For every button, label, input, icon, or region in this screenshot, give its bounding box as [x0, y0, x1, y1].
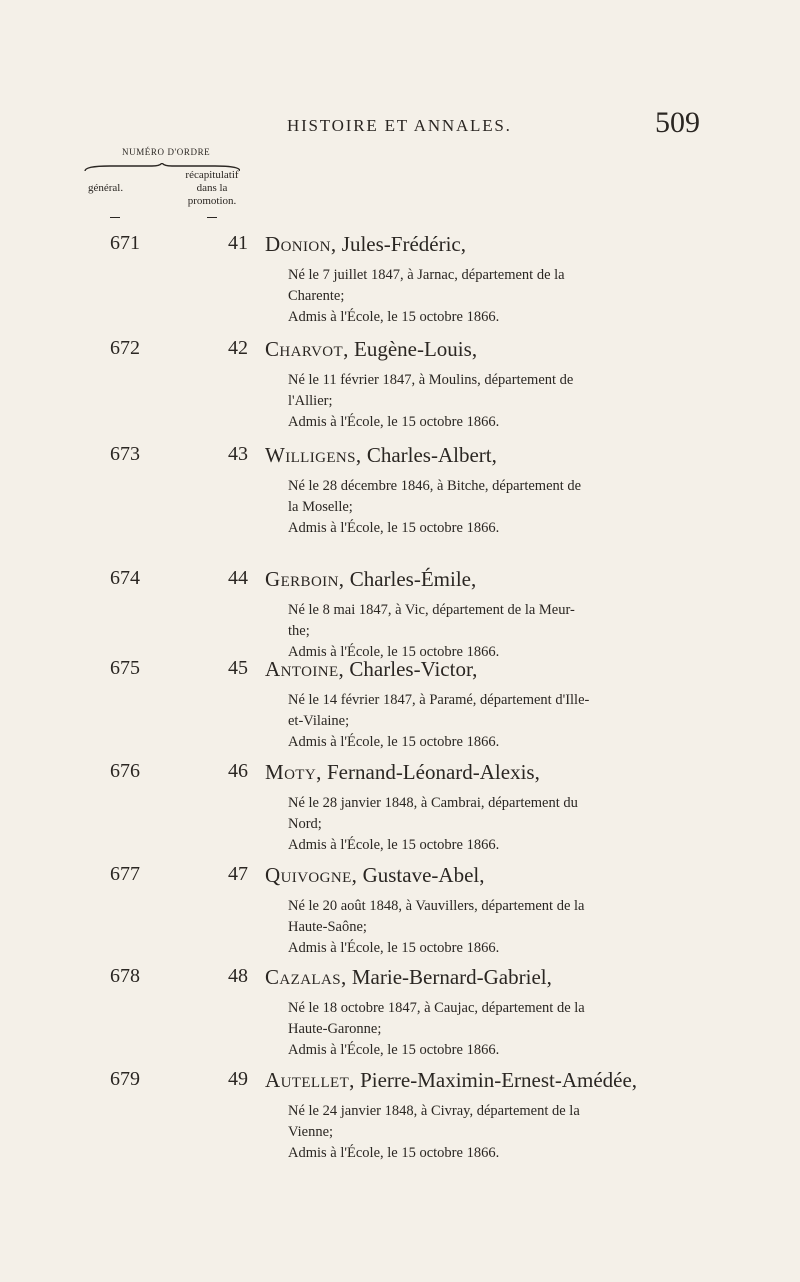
- column-dash: [207, 217, 217, 218]
- entry-number-recap: 43: [228, 443, 248, 465]
- entry-number-general: 678: [110, 965, 140, 987]
- recap-line-3: promotion.: [187, 195, 237, 207]
- page-number: 509: [655, 106, 700, 139]
- entry-number-recap: 41: [228, 232, 248, 254]
- entry-given-names: Charles-Albert,: [366, 443, 497, 467]
- entry-surname: Gerboin,: [265, 567, 345, 591]
- entry-given-names: Marie-Bernard-Gabriel,: [351, 965, 552, 989]
- entry-given-names: Fernand-Léonard-Alexis,: [327, 760, 540, 784]
- entry-admission: Admis à l'École, le 15 octobre 1866.: [288, 734, 500, 750]
- entry-number-general: 672: [110, 337, 140, 359]
- entry-name: [265, 337, 477, 362]
- entry-birth: Né le 18 octobre 1847, à Caujac, département de la Haute-Garonne;: [288, 1000, 585, 1037]
- entry-admission: Admis à l'École, le 15 octobre 1866.: [288, 309, 500, 325]
- entry-admission: Admis à l'École, le 15 octobre 1866.: [288, 940, 500, 956]
- entry-details: [288, 690, 708, 753]
- entry-number-general: 677: [110, 863, 140, 885]
- entry-number-recap: 49: [228, 1068, 248, 1090]
- entry-birth: Né le 24 janvier 1848, à Civray, département de la Vienne;: [288, 1103, 580, 1140]
- entry-surname: Quivogne,: [265, 863, 358, 887]
- entry-admission: Admis à l'École, le 15 octobre 1866.: [288, 837, 500, 853]
- entry-name: [265, 232, 466, 257]
- entry-given-names: Charles-Émile,: [349, 567, 477, 591]
- entry-name: [265, 657, 477, 682]
- entry-admission: Admis à l'École, le 15 octobre 1866.: [288, 1042, 500, 1058]
- entry-surname: Moty,: [265, 760, 322, 784]
- entry-name: [265, 567, 476, 592]
- entry-birth: Né le 8 mai 1847, à Vic, département de la Meur- the;: [288, 602, 575, 639]
- entry-number-general: 671: [110, 232, 140, 254]
- entry-surname: Cazalas,: [265, 965, 347, 989]
- column-dash: [110, 217, 120, 218]
- entry-number-general: 675: [110, 657, 140, 679]
- entry-given-names: Charles-Victor,: [349, 657, 478, 681]
- entry-number-recap: 44: [228, 567, 248, 589]
- entry-number-general: 673: [110, 443, 140, 465]
- entry-number-recap: 45: [228, 657, 248, 679]
- entry-details: [288, 476, 708, 539]
- entry-name: [265, 443, 497, 468]
- entry-details: [288, 370, 708, 433]
- entry-given-names: Eugène-Louis,: [354, 337, 478, 361]
- entry-number-recap: 42: [228, 337, 248, 359]
- entry-admission: Admis à l'École, le 15 octobre 1866.: [288, 520, 500, 536]
- column-header-recap: [172, 169, 252, 208]
- recap-line-2: dans la: [196, 182, 228, 194]
- entry-name: [265, 965, 552, 990]
- entry-details: [288, 600, 708, 663]
- recap-line-1: récapitulatif: [185, 169, 239, 181]
- entry-given-names: Jules-Frédéric,: [341, 232, 467, 256]
- entry-number-general: 679: [110, 1068, 140, 1090]
- entry-surname: Autellet,: [265, 1068, 355, 1092]
- entry-details: [288, 265, 708, 328]
- entry-name: [265, 760, 540, 785]
- entry-number-recap: 46: [228, 760, 248, 782]
- entry-birth: Né le 20 août 1848, à Vauvillers, département de la Haute-Saône;: [288, 898, 585, 935]
- entry-surname: Willigens,: [265, 443, 362, 467]
- entry-number-recap: 47: [228, 863, 248, 885]
- entry-birth: Né le 28 décembre 1846, à Bitche, département de la Moselle;: [288, 478, 582, 515]
- entry-admission: Admis à l'École, le 15 octobre 1866.: [288, 644, 500, 660]
- entry-details: [288, 896, 708, 959]
- column-header-main: NUMÉRO D'ORDRE: [122, 147, 211, 157]
- entry-number-general: 674: [110, 567, 140, 589]
- entry-admission: Admis à l'École, le 15 octobre 1866.: [288, 1145, 500, 1161]
- running-head: [0, 106, 800, 152]
- entry-name: [265, 863, 484, 888]
- entry-number-general: 676: [110, 760, 140, 782]
- entry-surname: Charvot,: [265, 337, 349, 361]
- entry-given-names: Pierre-Maximin-Ernest-Amédée,: [360, 1068, 638, 1092]
- entry-details: [288, 793, 708, 856]
- entry-birth: Né le 11 février 1847, à Moulins, département de l'Allier;: [288, 372, 574, 409]
- entry-details: [288, 1101, 708, 1164]
- entry-number-recap: 48: [228, 965, 248, 987]
- running-title: HISTOIRE ET ANNALES.: [287, 116, 512, 135]
- entry-birth: Né le 7 juillet 1847, à Jarnac, département de la Charente;: [288, 267, 565, 304]
- entry-birth: Né le 14 février 1847, à Paramé, département d'Ille- et-Vilaine;: [288, 692, 590, 729]
- column-header-general: général.: [88, 182, 124, 194]
- entry-given-names: Gustave-Abel,: [362, 863, 485, 887]
- entry-surname: Antoine,: [265, 657, 345, 681]
- entry-admission: Admis à l'École, le 15 octobre 1866.: [288, 414, 500, 430]
- column-header: [80, 147, 250, 225]
- entry-birth: Né le 28 janvier 1848, à Cambrai, département du Nord;: [288, 795, 578, 832]
- entry-surname: Donion,: [265, 232, 337, 256]
- entry-details: [288, 998, 708, 1061]
- entry-name: [265, 1068, 637, 1093]
